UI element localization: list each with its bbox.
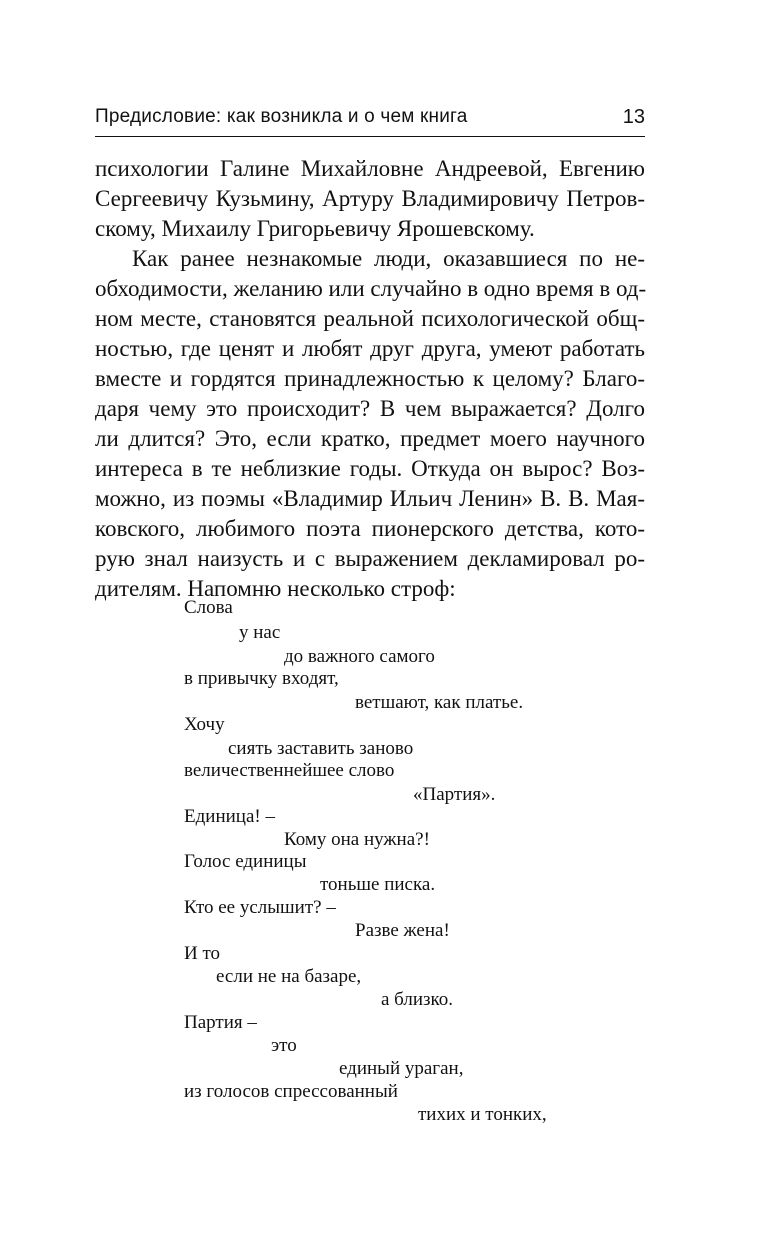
poem-line: из голосов спрессованный: [184, 1081, 398, 1102]
text-line: ли длится? Это, если кратко, предмет моего научного: [95, 426, 645, 451]
poem-line: если не на базаре,: [216, 966, 362, 987]
poem-line: а близко.: [381, 989, 454, 1010]
text-line: Сергеевичу Кузьмину, Артуру Владимировичу Петров-: [95, 186, 645, 211]
poem-line: единый ураган,: [339, 1058, 464, 1079]
poem-line: Кто ее услышит? –: [184, 897, 336, 918]
text-line: ковского, любимого поэта пионерского детства, кото-: [95, 516, 645, 541]
text-line: вместе и гордятся принадлежностью к целому? Благо-: [95, 366, 645, 391]
poem-line: Слова: [184, 597, 233, 618]
poem-line: ветшают, как платье.: [355, 692, 524, 713]
text-line: обходимости, желанию или случайно в одно время в од-: [95, 276, 647, 301]
poem-line: это: [271, 1035, 297, 1056]
poem-line: у нас: [239, 622, 281, 643]
body-text: [95, 154, 645, 604]
poem-line: до важного самого: [284, 646, 435, 667]
header-rule: [95, 136, 645, 137]
text-line: ном месте, становятся реальной психологической общ-: [95, 306, 645, 331]
running-title: Предисловие: как возникла и о чем книга: [95, 106, 468, 127]
text-line: скому, Михаилу Григорьевичу Ярошевскому.: [95, 216, 535, 241]
poem-line: Голос единицы: [184, 851, 307, 872]
running-header: [95, 104, 645, 132]
poem-line: И то: [184, 943, 221, 964]
text-line: психологии Галине Михайловне Андреевой, Евгению: [95, 156, 645, 181]
poem-line: «Партия».: [413, 784, 496, 805]
poem-line: тихих и тонких,: [418, 1104, 547, 1125]
text-line: рую знал наизусть и с выражением декламировал ро-: [95, 546, 645, 571]
poem-line: Кому она нужна?!: [284, 829, 430, 850]
poem-line: Партия –: [184, 1012, 257, 1033]
text-line: интереса в те неблизкие годы. Откуда он вырос? Воз-: [95, 456, 645, 481]
poem-line: величественнейшее слово: [184, 760, 395, 781]
poem-line: в привычку входят,: [184, 668, 339, 689]
text-line: даря чему это происходит? В чем выражается? Долго: [95, 396, 645, 421]
paragraph-first-line: Как ранее незнакомые люди, оказавшиеся по не-: [132, 246, 645, 271]
text-line: можно, из поэмы «Владимир Ильич Ленин» В. В. Мая-: [95, 486, 645, 511]
poem-line: тоньше писка.: [320, 874, 436, 895]
poem-line: Разве жена!: [355, 920, 450, 941]
page-number: 13: [622, 106, 645, 128]
poem-line: Единица! –: [184, 806, 275, 827]
text-line: дителям. Напомню несколько строф:: [95, 576, 456, 601]
poem-line: Хочу: [184, 714, 225, 735]
poem-line: сиять заставить заново: [228, 738, 414, 759]
text-line: ностью, где ценят и любят друг друга, умеют работать: [95, 336, 645, 361]
